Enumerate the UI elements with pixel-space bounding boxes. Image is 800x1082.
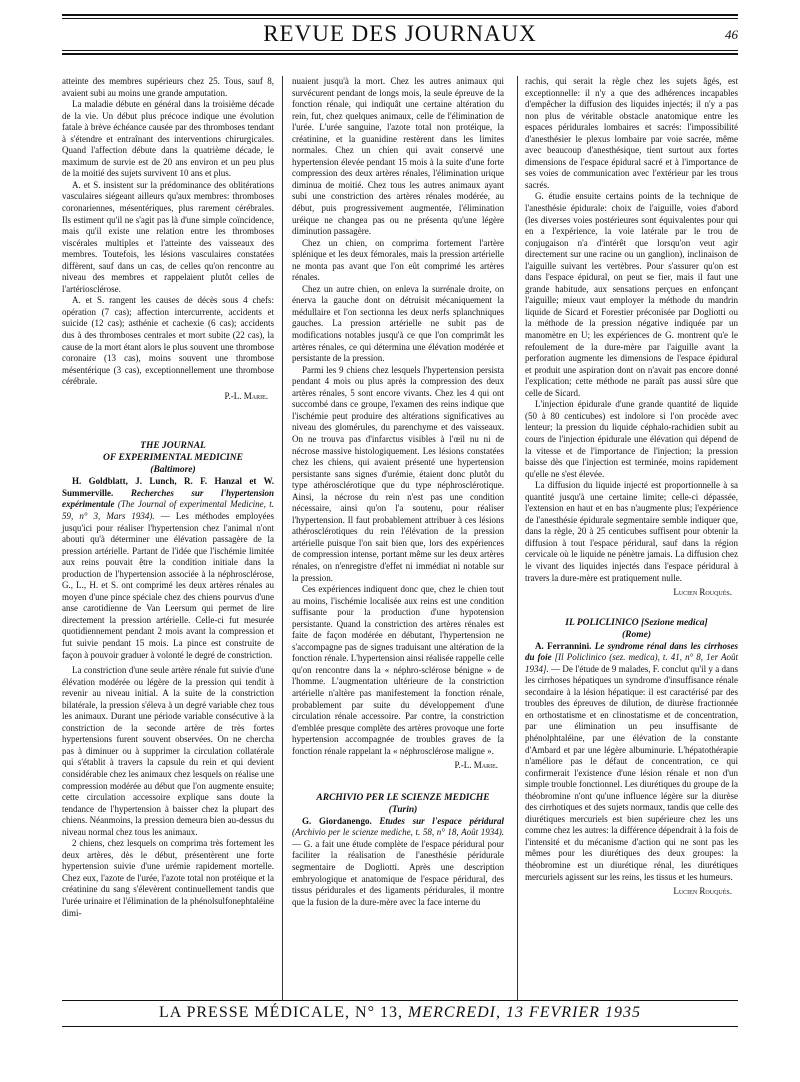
journal-title: THE JOURNAL (140, 441, 206, 452)
paragraph: G. étudie ensuite certains points de la technique de l'anesthésie épidurale: choix de l'aiguille, voies d'abord (les diverses voies postérieures sont équivalentes pour qui en a l'expérience, la voie latérale par le trou de conjugaison n'a d'intérêt que lorsqu'on veut agir directement sur une racine ou un ganglion), inclinaison de l'aiguille suivant les vertèbres. Pour s'assurer qu'on est dans l'espace épidural, on peut se fier, mais il faut une grande habitude, aux sensations perçues en enfonçant l'aiguille; mieux vaut employer la méthode du mandrin liquide de Sicard et Forestier préconisée par Dogliotti ou la méthode de la pression négative indiquée par un manomètre en U; les expériences de G. montrent qu'e le refoulement de la dure-mère par l'aiguille avant la perforation augmente les dimensions de l'espace épidural et produit une aspiration dont on n'avait pas encore donné l'explication; cette méthode ne paraît pas aussi sûre que celle de Sicard. (525, 191, 738, 398)
article-reference: (The Journal of experimental Medicine, t. 59, n° 3, Mars 1934). (62, 499, 274, 521)
author-signature: P.-L. Marie. (224, 390, 268, 401)
journal-city: (Turin) (388, 804, 418, 815)
header-rule-bottom (62, 53, 738, 55)
journal-title: IL POLICLINICO [Sezione medica] (565, 617, 708, 628)
paragraph: A. et S. insistent sur la prédominance des oblitérations vasculaires siégeant ailleurs qu'aux membres: thromboses coronariennes, mésentériques, plus rarement cérébrales. Ils estiment qu'il ne s'agit pas là d'une simple coïncidence, mais qu'il existe une relation entre les thromboses viscérales multiples et l'atteinte des vaisseaux des membres. Toutefois, les lésions vasculaires constatées diffèrent, sauf dans un cas, de celles qu'on rencontre au niveau des membres et rappelaient plutôt celles de l'artériosclérose. (62, 179, 274, 294)
journal-city: (Rome) (621, 629, 652, 640)
journal-title: ARCHIVIO PER LE SCIENZE MEDICHE (316, 792, 490, 803)
article-abstract (62, 476, 274, 661)
header-rule-bottom-thin (62, 50, 738, 51)
footer-journal: LA PRESSE MÉDICALE, N° 13, (159, 1004, 403, 1021)
column-2 (292, 76, 504, 908)
article-text: — Les méthodes employées jusqu'ici pour réaliser l'hypertension chez l'animal n'ont abouti qu'à déterminer une élévation passagère de la pression artérielle. Partant de l'idée que l'ischémie limitée aux reins pouvait être la condition initiale dans la production de l'hypertension associée à la néphrosclérose, G., L., H. et S. ont comprimé les deux artères rénales au moyen d'une pince spéciale chez des chiens pourvus d'une anse carotidienne de Van Leersum qui permet de lire directement la pression artérielle. Celle-ci fut mesurée quotidiennement pendant 2 mois avant la compression et fut suivie pendant 15 mois. La pince est construite de façon à pouvoir graduer à volonté le degré de constriction. (62, 510, 275, 660)
author-signature: P.-L. Marie. (454, 760, 498, 771)
article-title: Etudes sur l'espace péridural (379, 815, 504, 826)
article-title: Recherches sur l'hypertension expérimentale (62, 487, 274, 510)
article-text: — G. a fait une étude complète de l'espace péridural pour faciliter la réalisation de l'anesthésie péridurale segmentaire de Dogliotti. Après une description embryologique et anatomique de l'espace péridural, des tissus péridurales et des ligaments péridurales, il montre que la fusion de la dure-mère avec la face interne du (292, 838, 504, 907)
column-3 (525, 76, 738, 898)
paragraph: Chez un chien, on comprima fortement l'artère splénique et les deux fémorales, mais la pression artérielle ne monta pas avant que l'on eût comprimé les artères rénales. (292, 237, 504, 283)
paragraph: 2 chiens, chez lesquels on comprima très fortement les deux artères, dès le début, présentèrent une forte hypertension suivie d'une urémie rapidement mortelle. Chez eux, l'azote de l'urée, l'azote total non protéique et la créatinine du sang s'élevèrent continuellement tandis que l'urée urinaire et l'élimination de la phénolsulfonephtaléine dimi- (62, 838, 274, 918)
article-abstract (292, 816, 504, 908)
author-signature: Lucien Rouquès. (673, 587, 732, 598)
paragraph: atteinte des membres supérieurs chez 25. Tous, sauf 8, avaient subi au moins une grande amputation. (62, 76, 274, 98)
author-signature: Lucien Rouquès. (673, 886, 732, 897)
article-authors: G. Giordanengo. (302, 815, 372, 826)
journal-title-line2: OF EXPERIMENTAL MEDICINE (103, 453, 243, 464)
paragraph: Ces expériences indiquent donc que, chez le chien tout au moins, l'ischémie localisée aux reins est une condition suffisante pour la production d'une hypotension persistante. Quand la constriction des artères rénales est faite de façon modérée en débutant, l'hypertension ne s'accompagne pas de signes traduisant une altération de la fonction rénale. L'hypertension ainsi réalisée rappelle celle qu'on rencontre dans la « néphro-sclérose bénigne » de l'homme. L'augmentation ultérieure de la constriction artérielle n'altère pas manifestement la fonction rénale, probablement par suite du développement d'une circulation rénale accessoire. Par contre, la constriction d'emblée presque complète des artères provoque une forte hypertension accompagnée de troubles graves de la fonction rénale rappelant la « néphrosclérose maligne ». (292, 584, 504, 756)
article-text: — De l'étude de 9 malades, F. conclut qu'il y a dans les cirrhoses hépatiques un syndrome d'insuffisance rénale secondaire à la lésion hépatique: il est caractérisé par des troubles des épreuves de dilution, de diurèse fractionnée en orthostatisme et en clinostatisme et de concentration, par une élimination un peu insuffisante de phénolphtaléine, par une élévation de la constante d'Ambard et par une légère albuminurie. L'hépatothérapie n'améliore pas le défaut de concentration, ce qui confirmerait l'existence d'une lésion rénale et non d'un simple trouble fonctionnel. Les diurétiques du groupe de la théobromine n'ont qu'une influence légère sur la diurèse des cirrhotiques et des sujets normaux, tandis que celle des diurétiques mercuriels est bien supérieure chez les uns comme chez les autres: la différence dépendrait à la fois de l'intensité et du mécanisme d'action qui ne sont pas les mêmes pour les diurétiques des deux groupes: la théobromine est un diurétique rénal, les diurétiques mercuriels agissent sur les reins, les tissus et les humeurs. (525, 663, 738, 882)
page-number: 46 (725, 27, 738, 42)
running-head: REVUE DES JOURNAUX (263, 21, 537, 46)
paragraph: A. et S. rangent les causes de décès sous 4 chefs: opération (7 cas); affection intercurrente, accidents et suicide (12 cas); asthénie et cachexie (6 cas); accidents dus à des thromboses centrales et mort subite (22 cas), la cause de la mort étant alors le plus souvent une thrombose coronaire (13 cas), moins souvent une thrombose mésentérique (3 cas), exceptionnellement une thrombose cérébrale. (62, 295, 274, 387)
column-1 (62, 76, 274, 919)
article-authors: A. Ferrannini. (535, 640, 592, 651)
header-rule-top (62, 14, 738, 16)
paragraph: L'injection épidurale d'une grande quantité de liquide (50 à 80 centicubes) est indolore si l'on procède avec lenteur; la pression du liquide céphalo-rachidien subit au cours de l'injection épidurale une élévation qui dépend de la vitesse et de l'importance de l'injection; la pression baisse dès que l'injection est terminée, moins rapidement qu'elle ne s'est élevée. (525, 399, 738, 479)
article-title: Le syndrome rénal dans les cirrhoses du foie (525, 640, 738, 663)
paragraph: Parmi les 9 chiens chez lesquels l'hypertension persista pendant 4 mois ou plus après la compression des deux artères rénales, 5 sont encore vivants. Chez les 4 qui ont succombé dans ce groupe, l'examen des reins indique que l'ischémie peut produire des altérations significatives au niveau des glomérules, du parenchyme et des vaisseaux. On ne trouva pas d'infarctus visibles à l'œil nu ni de nécrose massive histologiquement. Les lésions constatées chez les chiens, qui avaient présenté une hypertension persistante sans signes d'urémie, étaient donc plutôt du type athérosclérotique que du type néphrosclérotique. Ainsi, la nécrose du rein n'est pas une condition nécessaire, ainsi qu'on l'a soutenu, pour réaliser l'hypertension. Il faut probablement attribuer à ces lésions athérosclérotiques du rein l'élévation de la pression artérielle puisque l'on sait bien que, lors des expériences de compression intense, portant même sur les deux artères rénales, on n'enregistre d'effet ni immédiat ni notable sur la pression. (292, 364, 504, 583)
paragraph: La diffusion du liquide injecté est proportionnelle à sa quantité jusqu'à une certaine limite; celle-ci dépassée, l'extension en haut et en bas n'augmente plus; l'expérience de l'anesthésie épidurale segmentaire semble indiquer que, dans la règle, 20 à 25 centicubes suffisent pour obtenir la diffusion à tout l'espace péridural, sauf dans la région cervicale où le liquide ne pénètre jamais. La diffusion chez le vivant des liquides injectés dans l'espace péridural à travers la dure-mère est pratiquement nulle. (525, 480, 738, 583)
footer-line (62, 1003, 738, 1023)
footer-rule-bottom (62, 1026, 738, 1027)
header-rule-top-thin (62, 18, 738, 19)
journal-city: (Baltimore) (150, 465, 196, 476)
paragraph: nuaient jusqu'à la mort. Chez les autres animaux qui survécurent pendant de longs mois, la seule épreuve de la fonction rénale, qui indiquât une certaine altération du rein, fut, chez quelques animaux, celle de l'élimination de l'urée. L'urée sanguine, l'azote total non protéique, la créatinine, et la guanidine restèrent dans les limites normales. Chez un chien qui avait conservé une hypertension élevée pendant 15 mois à la suite d'une forte compression des deux artères rénales, l'élimination urique diminua de moitié. Chez tous les autres animaux ayant subi une constriction des artères rénales modérée, au début, puis progressivement augmentée, l'élimination uréique ne changea pas ou ne présenta qu'une légère diminution passagère. (292, 76, 504, 237)
footer-date: MERCREDI, 13 FEVRIER 1935 (408, 1004, 641, 1021)
article-columns (62, 76, 738, 1004)
article-reference: [Il Policlinico (sez. medica), t. 41, n° 8, 1er Août 1934]. (525, 652, 739, 674)
paragraph: La maladie débute en général dans la troisième décade de la vie. Un début plus précoce indique une évolution fatale à brève échéance causée par des thromboses tendant à s'étendre et entraînant des interventions chirurgicales. Quand l'affection débute dans la quatrième décade, le maximum de survie est de 20 ans environ et un peu plus de la moitié des sujets survivent 10 ans et plus. (62, 99, 274, 179)
article-authors: H. Goldblatt, J. Lunch, R. F. Hanzal et W. Summerville. (62, 476, 274, 498)
paragraph: Chez un autre chien, on enleva la surrénale droite, on énerva la gauche dont on détruisit mécaniquement la médullaire et l'on sectionna les deux nerfs splanchniques gauches. La pression artérielle ne subit pas de modifications notables jusqu'à ce que l'on comprimât les artères rénales, ce qui détermina une élévation modérée et persistante de la pression. (292, 283, 504, 364)
article-reference: (Archivio per le scienze mediche, t. 58, n° 18, Août 1934). (292, 827, 504, 838)
article-abstract (525, 641, 738, 883)
footer-rule (62, 1000, 738, 1001)
paragraph: La constriction d'une seule artère rénale fut suivie d'une élévation modérée ou légère de la pression qui tendit à revenir au niveau initial. A la suite de la constriction bilatérale, la pression s'éleva à un degré variable chez tous les animaux. Durant une période variable consécutive à la constriction de la seconde artère de très fortes hypertensions furent souvent observées. On ne chercha pas à diminuer ou à supprimer la circulation collatérale qui s'établit à travers la capsule du rein et qui devient considérable chez les animaux chez lesquels on réalise une compression modérée au début que l'on augmente ensuite; cette circulation accessoire explique sans doute la tendance de l'hypertension à baisser chez la plupart des chiens. Néanmoins, la pression demeura bien au-dessus du niveau normal chez tous les animaux. (62, 665, 274, 837)
paragraph: rachis, qui serait la règle chez les sujets âgés, est exceptionnelle: il n'y a que des adhérences incapables d'empêcher la diffusion des liquides injectés; il n'y a pas non plus de véritable obstacle anatomique entre les espaces péridurales lombaires et sacrés: l'impossibilité d'anesthésier le plexus lombaire par voie sacrée, même avec beaucoup d'anesthésique, tient surtout aux fortes dimensions de l'espace épidural sacré et à l'importance de ses voies de communication avec l'extérieur par les trous sacrés. (525, 76, 738, 190)
